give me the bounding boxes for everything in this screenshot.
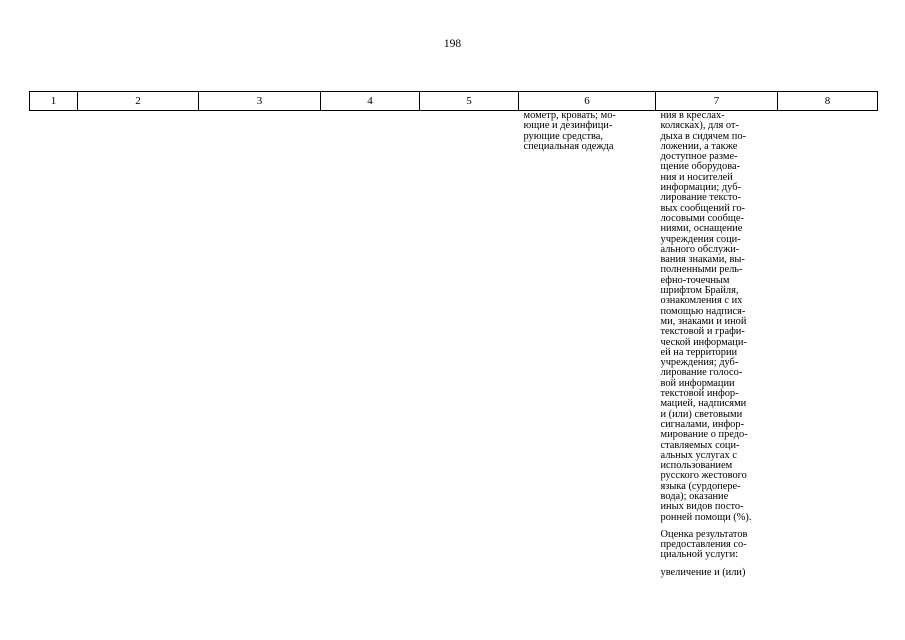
page-number: 198 [443, 38, 462, 50]
text-line: мирование о предо- [660, 429, 748, 441]
cell-col-5 [420, 111, 519, 579]
text-line: ниями, оснащение [660, 223, 743, 235]
text-line: шрифтом Брайля, [660, 285, 739, 297]
text-line: ния в креслах- [660, 110, 725, 121]
text-line: ми, знаками и иной [660, 315, 747, 327]
text-line: учреждения соци- [660, 233, 741, 245]
text-line: лирование голосо- [660, 367, 743, 379]
header-col-4: 4 [321, 92, 420, 111]
text-line: специальная одежда [523, 140, 614, 152]
text-line: Оценка результатов [660, 528, 748, 540]
text-line: лосовыми сообще- [660, 212, 744, 224]
text-line: ния и носителей [660, 171, 733, 183]
table-row [30, 111, 878, 579]
paragraph [661, 530, 778, 561]
text-line: языка (сурдопере- [660, 480, 741, 492]
text-line: и (или) световыми [660, 408, 743, 420]
header-col-7: 7 [656, 92, 778, 111]
text-line: вода); оказание [660, 490, 729, 502]
text-line: циальной услуги: [660, 549, 739, 561]
text-line: иных видов посто- [660, 501, 744, 513]
text-line: ального обслужи- [660, 243, 740, 255]
text-line: ющие и дезинфици- [523, 120, 613, 132]
text-line: лирование тексто- [660, 192, 741, 204]
header-col-6: 6 [519, 92, 656, 111]
text-line: русского жестового [660, 470, 747, 482]
text-line: колясках), для от- [660, 120, 739, 132]
text-line: предоставления со- [660, 539, 747, 551]
cell-col-7 [656, 111, 778, 579]
text-line: мометр, кровать; мо- [523, 110, 616, 121]
text-line: использованием [660, 460, 733, 472]
text-line: увеличение и (или) [660, 566, 746, 578]
text-line: ознакомления с их [660, 295, 743, 307]
header-col-2: 2 [78, 92, 199, 111]
header-col-8: 8 [778, 92, 878, 111]
cell-col-4 [321, 111, 420, 579]
text-line: ставляемых соци- [660, 439, 740, 451]
text-line: ложении, а также [660, 140, 738, 152]
cell-col-3 [199, 111, 321, 579]
text-line: ронней помощи (%). [660, 511, 752, 523]
text-line: вания знаками, вы- [660, 254, 745, 266]
header-col-3: 3 [199, 92, 321, 111]
header-col-5: 5 [420, 92, 519, 111]
text-line: ческой информаци- [660, 336, 747, 348]
cell-col-2 [78, 111, 199, 579]
cell-col-1 [30, 111, 78, 579]
text-line: сигналами, инфор- [660, 418, 745, 430]
text-line: щение оборудова- [660, 161, 741, 173]
text-line: помощью надпися- [660, 305, 746, 317]
text-line: рующие средства, [523, 130, 603, 142]
text-line: информации; дуб- [660, 182, 741, 194]
text-line: ей на территории [660, 346, 738, 358]
text-line: дыха в сидячем по- [660, 130, 747, 142]
paragraph [661, 568, 778, 578]
text-line: мацией, надписями [660, 398, 747, 410]
cell-col-6 [519, 111, 656, 579]
text-line: текстовой инфор- [660, 388, 739, 400]
text-line: вых сообщений го- [660, 202, 746, 214]
text-line: альных услугах с [660, 449, 737, 461]
text-line: полненными рель- [660, 264, 743, 276]
text-line: текстовой и графи- [660, 326, 745, 338]
table-header-row [30, 92, 878, 111]
text-line: доступное разме- [660, 151, 738, 163]
paragraph [661, 111, 778, 523]
services-table [29, 91, 878, 578]
cell-col-8 [778, 111, 878, 579]
text-line: вой информации [660, 377, 735, 389]
text-line: учреждения; дуб- [660, 357, 739, 369]
text-line: ефно-точечным [660, 274, 730, 286]
header-col-1: 1 [30, 92, 78, 111]
